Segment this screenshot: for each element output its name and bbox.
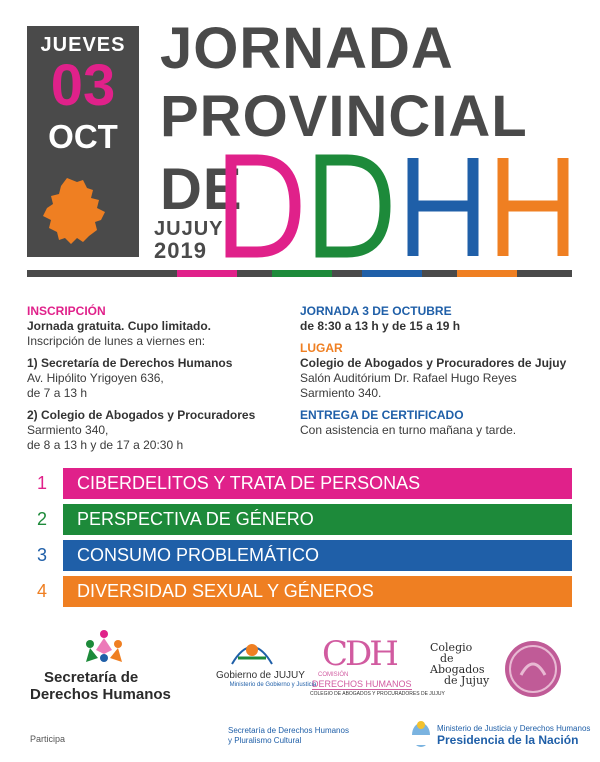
year-label: 2019 [154,238,207,263]
stripe-blue [362,270,422,277]
cert-line: Con asistencia en turno mañana y tarde. [300,423,517,437]
cdh-sub2: DERECHOS HUMANOS [312,679,412,689]
topic-number: 4 [27,576,63,607]
place1-line2: de 7 a 13 h [27,386,88,400]
title-line-1: JORNADA [160,16,454,81]
topic-bar [63,540,572,571]
place-label: JUJUY [154,218,224,240]
day-name: JUEVES [40,34,126,56]
info-left-column [27,304,282,453]
gobierno-jujuy-title: Gobierno de JUJUY [216,670,305,681]
cdh-sub3: COLEGIO DE ABOGADOS Y PROCURADORES DE JUJUY [310,691,445,697]
sdh-pc-line1: Secretaría de Derechos Humanos [228,726,349,735]
place2-line1: Sarmiento 340, [27,423,109,437]
ministerio-justicia-text: Ministerio de Justicia y Derechos Humanos [437,724,591,733]
jornada-label: JORNADA 3 DE OCTUBRE [300,304,452,318]
cert-label: ENTREGA DE CERTIFICADO [300,408,464,422]
stripe-green [272,270,332,277]
topic-row [27,540,572,571]
topic-number: 1 [27,468,63,499]
sdh-logo-text [30,669,171,703]
topic-bar [63,504,572,535]
colegio-line1: Colegio [430,641,473,654]
letter-h2 [503,158,563,256]
inscripcion-line2: Inscripción de lunes a viernes en: [27,334,206,348]
colegio-line2: de [440,652,454,665]
colegio-abogados-logo-text [430,642,489,686]
place1-title: 1) Secretaría de Derechos Humanos [27,356,233,370]
colegio-line3: Abogados [430,663,485,676]
place2-line2: de 8 a 13 h y de 17 a 20:30 h [27,438,184,452]
topic-bar [63,576,572,607]
lugar-label: LUGAR [300,341,343,355]
cdh-sub1: COMISIÓN [318,672,349,678]
title-line-2: PROVINCIAL [160,84,528,149]
topic-row [27,504,572,535]
ddhh-lettering [225,154,575,259]
letter-h1 [413,158,473,256]
day-number: 03 [50,53,116,118]
date-box [27,26,139,257]
jujuy-province-map-icon [37,176,109,246]
participa-label: Participa [30,734,66,744]
stripe-orange [457,270,517,277]
topic-bar [63,468,572,499]
sdh-line1: Secretaría de [44,669,139,686]
inscripcion-label: INSCRIPCIÓN [27,304,106,318]
topic-number: 3 [27,540,63,571]
colegio-seal-icon [503,639,563,699]
cdh-mark: CDH [322,634,396,674]
jornada-hours: de 8:30 a 13 h y de 15 a 19 h [300,319,461,333]
inscripcion-line1: Jornada gratuita. Cupo limitado. [27,319,212,333]
sdh-people-logo-icon [82,628,126,668]
topic-row [27,468,572,499]
lugar-title: Colegio de Abogados y Procuradores de Jujuy [300,356,567,370]
sdh-pc-line2: y Pluralismo Cultural [228,736,302,745]
color-stripe [27,270,572,277]
presidencia-text: Presidencia de la Nación [437,733,579,747]
info-right-column [300,304,580,438]
national-shield-icon [410,720,432,748]
lugar-line2: Sarmiento 340. [300,386,382,400]
place2-title: 2) Colegio de Abogados y Procuradores [27,408,256,422]
stripe-pink [177,270,237,277]
lugar-line1: Salón Auditórium Dr. Rafael Hugo Reyes [300,371,517,385]
letter-d1 [231,160,295,252]
topic-label: DIVERSIDAD SEXUAL Y GÉNEROS [77,581,374,601]
month: OCT [48,118,118,155]
topic-label: CIBERDELITOS Y TRATA DE PERSONAS [77,473,421,493]
gobierno-jujuy-subtitle: Ministerio de Gobierno y Justicia [229,682,317,688]
sdh-line2: Derechos Humanos [30,686,171,703]
place1-line1: Av. Hipólito Yrigoyen 636, [27,371,164,385]
title-line-3-prefix: DE [160,157,243,222]
topic-label: PERSPECTIVA DE GÉNERO [77,509,314,529]
topic-label: CONSUMO PROBLEMÁTICO [77,545,320,565]
topic-row [27,576,572,607]
sdh-pluralismo-text [228,726,349,746]
letter-d2 [321,160,385,252]
gobierno-jujuy-emblem-icon [228,636,276,668]
colegio-line4: de Jujuy [444,674,490,687]
topic-number: 2 [27,504,63,535]
